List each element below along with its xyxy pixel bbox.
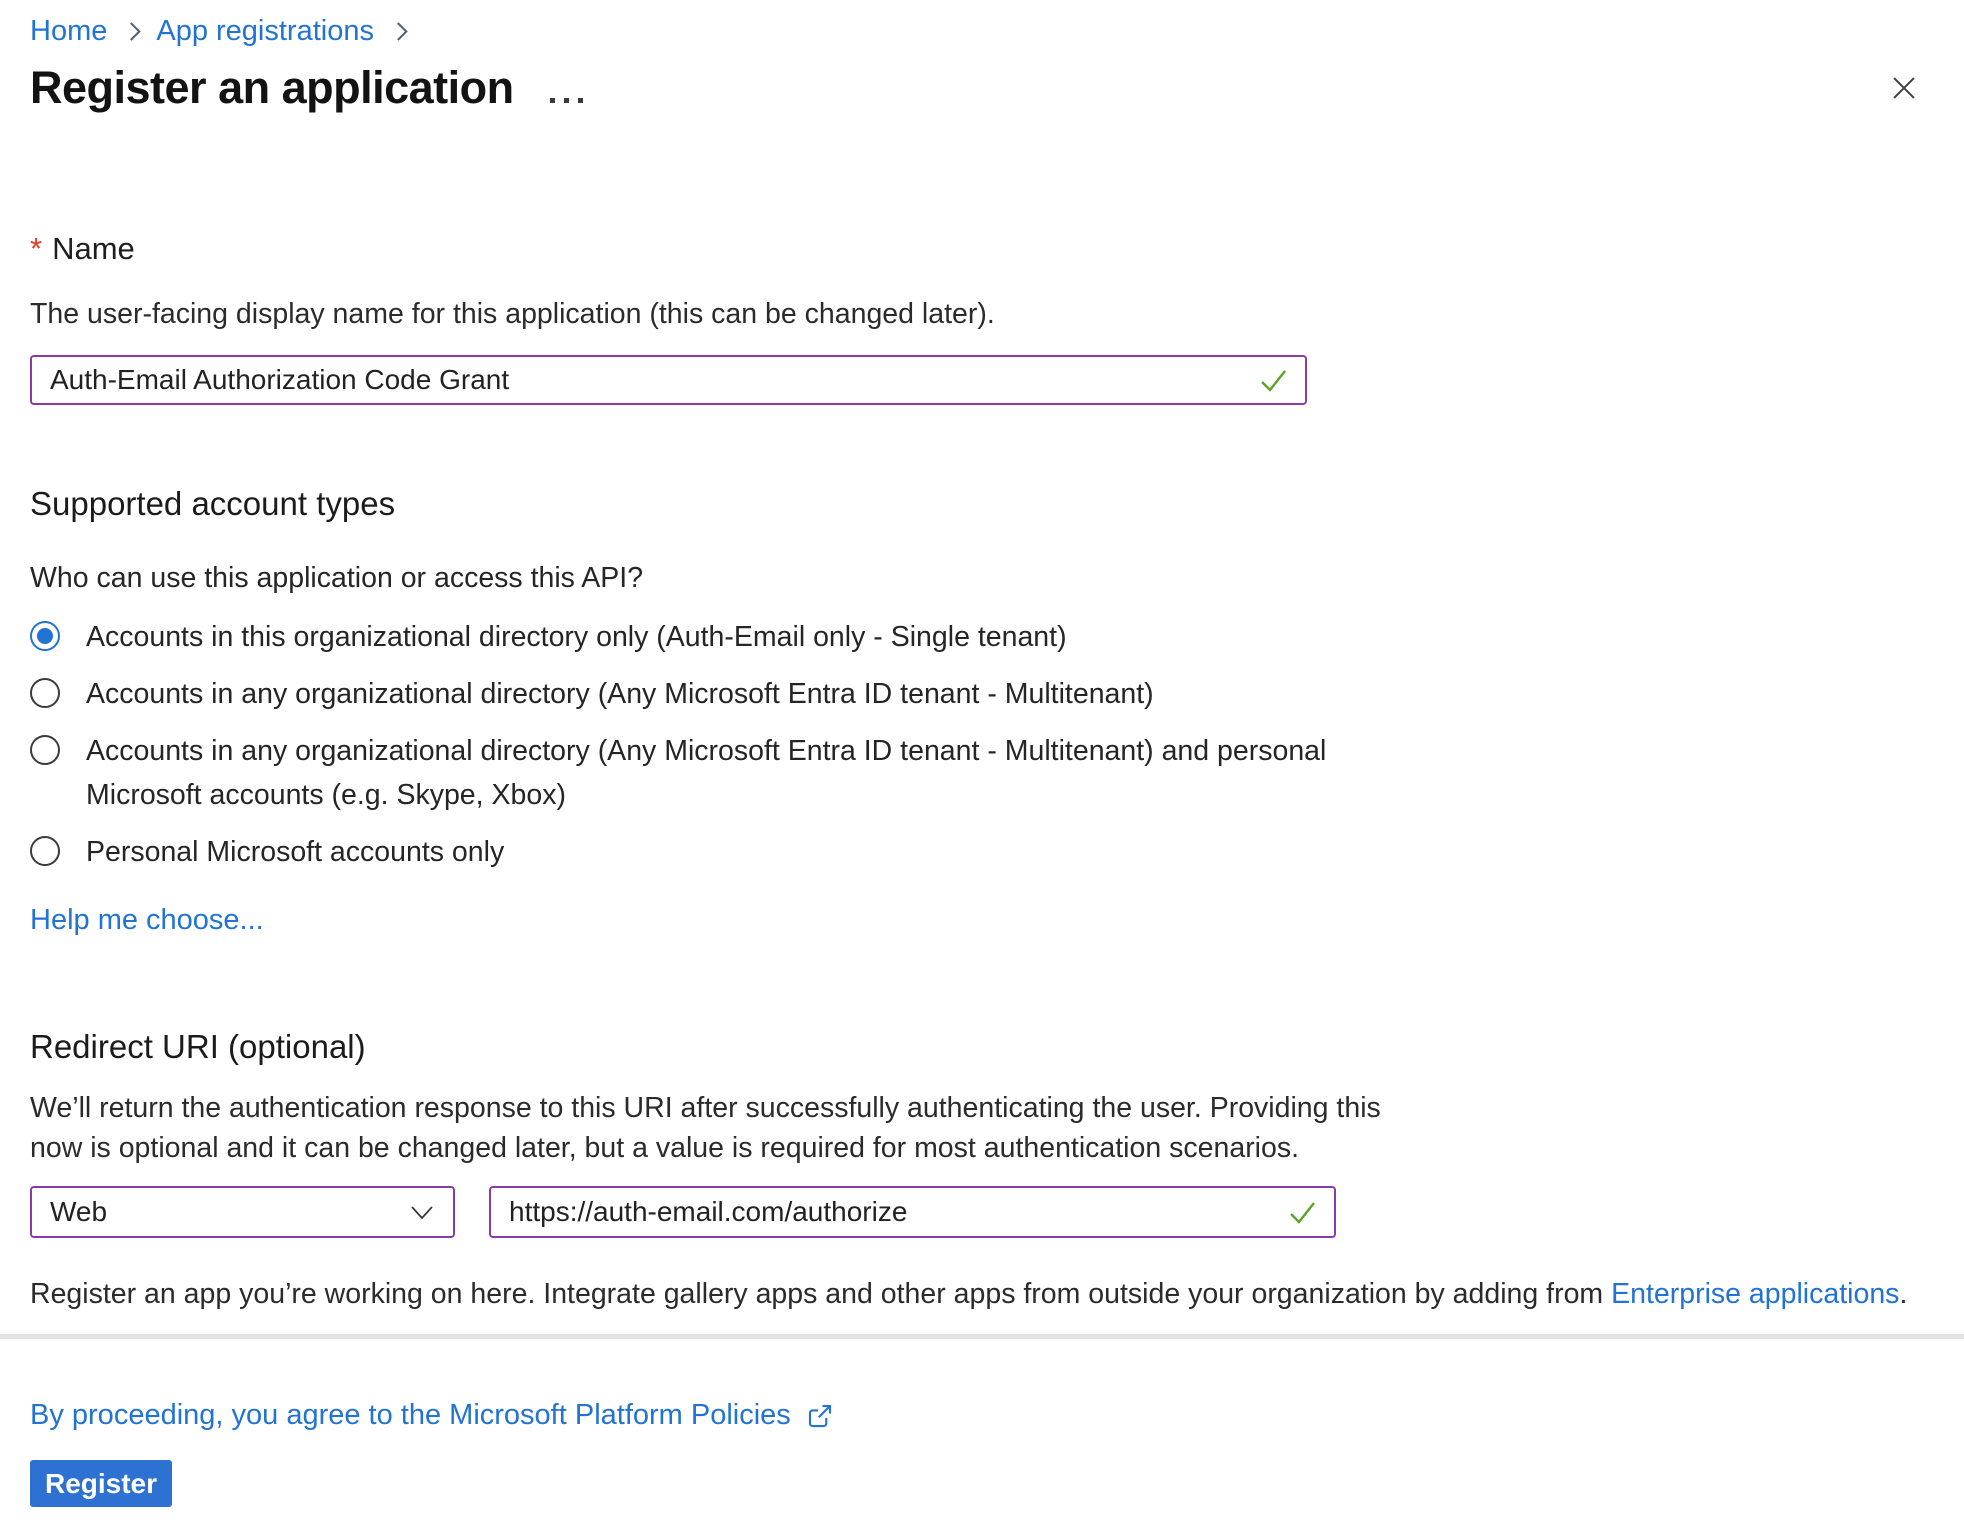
platform-select-value: Web xyxy=(50,1196,108,1227)
page-header xyxy=(30,60,1934,116)
redirect-uri-heading: Redirect URI (optional) xyxy=(30,1028,366,1065)
breadcrumb xyxy=(30,14,1934,48)
breadcrumb-app-registrations-link[interactable]: App registrations xyxy=(156,15,374,47)
close-icon[interactable] xyxy=(1886,70,1922,106)
radio-icon[interactable] xyxy=(30,621,60,651)
account-types-question: Who can use this application or access this API? xyxy=(30,562,644,594)
redirect-uri-input[interactable] xyxy=(509,1196,1270,1228)
name-label xyxy=(30,230,1934,268)
chevron-down-icon xyxy=(407,1197,437,1227)
external-link-icon xyxy=(805,1401,835,1431)
enterprise-applications-link[interactable]: Enterprise applications xyxy=(1611,1278,1900,1310)
enterprise-note-period: . xyxy=(1899,1278,1908,1310)
redirect-uri-field xyxy=(489,1186,1336,1238)
help-me-choose-link[interactable]: Help me choose... xyxy=(30,904,264,936)
breadcrumb-home-link[interactable]: Home xyxy=(30,15,108,47)
breadcrumb-separator-icon xyxy=(123,22,141,40)
app-name-field xyxy=(30,355,1307,405)
radio-multitenant[interactable] xyxy=(30,672,1330,716)
enterprise-note-text: Register an app you’re working on here. Integrate gallery apps and other apps from outside your organization by adding from xyxy=(30,1278,1612,1310)
app-name-input[interactable] xyxy=(50,364,1241,396)
page-title: Register an application xyxy=(30,62,514,113)
valid-check-icon xyxy=(1284,1194,1320,1230)
radio-personal-only[interactable] xyxy=(30,830,1330,874)
platform-policies-link[interactable]: By proceeding, you agree to the Microsoft Platform Policies xyxy=(30,1399,791,1431)
valid-check-icon xyxy=(1255,362,1291,398)
radio-label: Accounts in this organizational directory only (Auth-Email only - Single tenant) xyxy=(86,621,1067,653)
radio-single-tenant[interactable] xyxy=(30,615,1330,659)
footer-divider xyxy=(0,1334,1964,1339)
redirect-uri-description: We’ll return the authentication response to this URI after successfully authenticating the user. Providing this now is optional and it can be changed later, but a value is required for most authentication scenarios. xyxy=(30,1092,1381,1164)
name-description: The user-facing display name for this application (this can be changed later). xyxy=(30,298,995,330)
account-type-radio-group xyxy=(30,615,1934,874)
radio-label: Personal Microsoft accounts only xyxy=(86,836,505,868)
required-marker: * xyxy=(30,231,43,266)
platform-select[interactable] xyxy=(30,1186,455,1238)
enterprise-note xyxy=(30,1276,1934,1312)
register-button[interactable]: Register xyxy=(30,1460,172,1507)
radio-multitenant-personal[interactable] xyxy=(30,729,1330,817)
radio-icon[interactable] xyxy=(30,735,60,765)
radio-icon[interactable] xyxy=(30,836,60,866)
radio-label: Accounts in any organizational directory (Any Microsoft Entra ID tenant - Multitenant) xyxy=(86,678,1154,710)
name-label-text: Name xyxy=(52,231,135,266)
supported-account-types-heading: Supported account types xyxy=(30,485,396,522)
radio-label: Accounts in any organizational directory (Any Microsoft Entra ID tenant - Multitenant) and personal Microsoft accounts (e.g. Skype, Xbox) xyxy=(86,735,1327,811)
redirect-uri-controls xyxy=(30,1186,1934,1238)
radio-icon[interactable] xyxy=(30,678,60,708)
breadcrumb-separator-icon xyxy=(389,22,407,40)
more-options-icon[interactable] xyxy=(550,98,583,103)
